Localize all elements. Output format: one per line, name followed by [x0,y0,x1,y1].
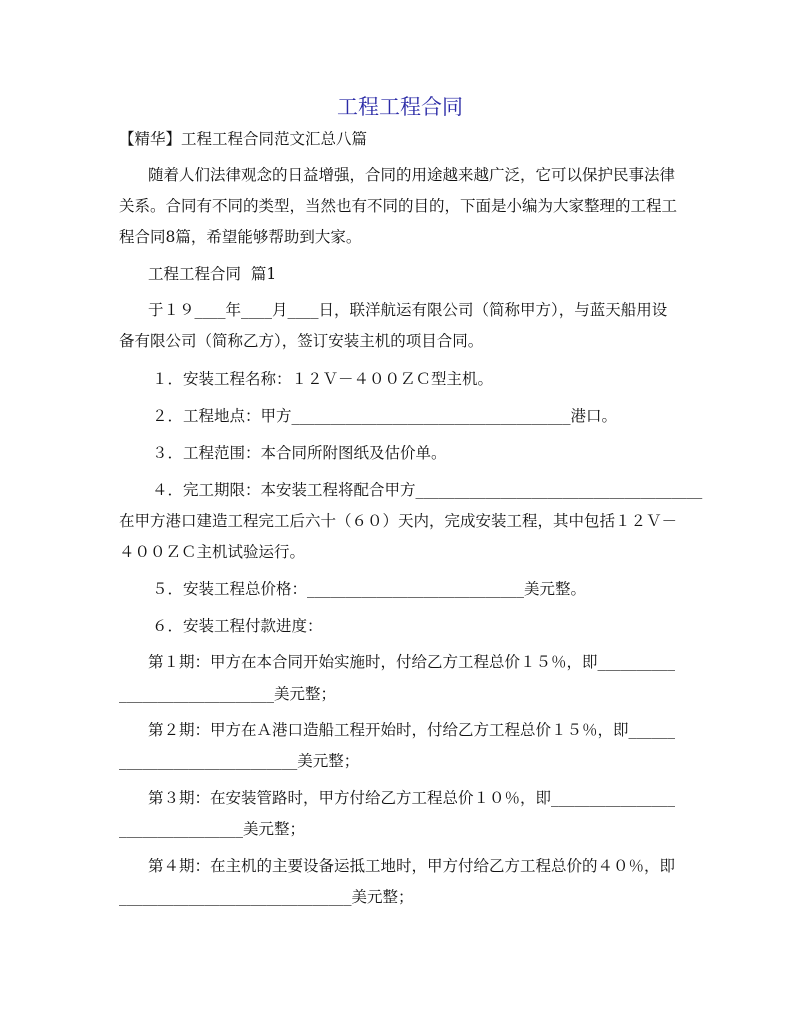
intro-line: 程合同8篇，希望能够帮助到大家。 [119,228,362,246]
payment-phase-4: 第４期：在主机的主要设备运抵工地时，甲方付给乙方工程总价的４０％，即 [148,857,676,875]
paragraph-line: ４００ＺＣ主机试验运行。 [119,543,306,561]
paragraph-line: _______________________美元整； [119,752,360,770]
clause-4: ４．完工期限：本安装工程将配合甲方_____________________________________ [152,481,703,499]
clause-1: １．安装工程名称：１２Ｖ－４００ＺＣ型主机。 [152,370,494,388]
payment-phase-2: 第２期：甲方在Ａ港口造船工程开始时，付给乙方工程总价１５％，即______ [148,721,676,739]
payment-phase-1: 第１期：甲方在本合同开始实施时，付给乙方工程总价１５％，即__________ [148,653,676,671]
section-heading: 工程工程合同 篇1 [148,265,277,283]
paragraph-line: ______________________________美元整； [119,888,414,906]
clause-5: ５．安装工程总价格：____________________________美元整。 [152,580,587,598]
document-subtitle: 【精华】工程工程合同范文汇总八篇 [119,130,368,148]
clause-2: ２．工程地点：甲方____________________________________港口。 [152,407,618,425]
clause-6: ６．安装工程付款进度： [152,617,323,635]
paragraph-line: ________________美元整； [119,820,306,838]
paragraph-line: ____________________美元整； [119,685,337,703]
clause-3: ３．工程范围：本合同所附图纸及估价单。 [152,444,447,462]
payment-phase-3: 第３期：在安装管路时，甲方付给乙方工程总价１０％，即________________ [148,789,676,807]
intro-line: 关系。合同有不同的类型，当然也有不同的目的，下面是小编为大家整理的工程工 [119,197,678,215]
paragraph-line: 在甲方港口建造工程完工后六十（６０）天内，完成安装工程，其中包括１２Ｖ－ [119,512,678,530]
paragraph-line: 于１９____年____月____日，联洋航运有限公司（简称甲方），与蓝天船用设 [148,301,668,319]
document-title: 工程工程合同 [337,95,463,119]
paragraph-line: 备有限公司（简称乙方），签订安装主机的项目合同。 [119,332,484,350]
intro-line: 随着人们法律观念的日益增强，合同的用途越来越广泛，它可以保护民事法律 [148,166,676,184]
